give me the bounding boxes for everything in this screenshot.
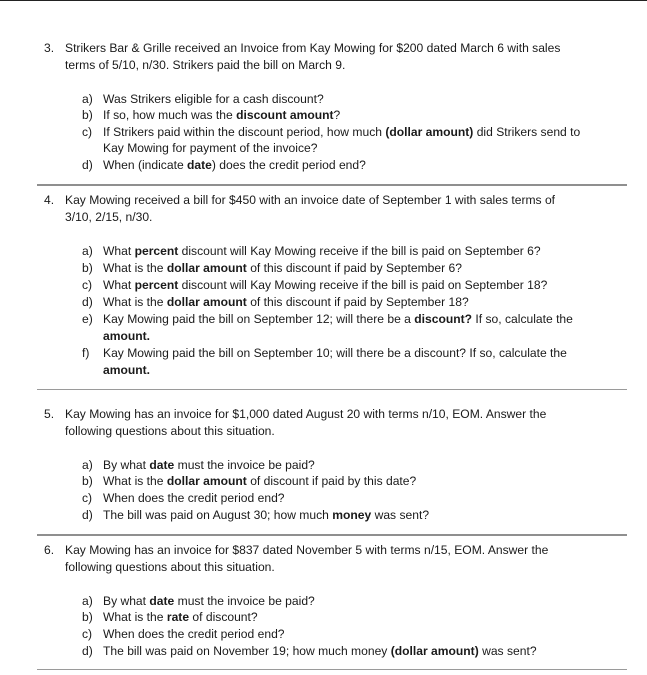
question-number: 5. [44, 407, 55, 421]
question-stem-line: Kay Mowing has an invoice for $1,000 dated August 20 with terms n/10, EOM. Answer the [65, 407, 547, 421]
section-divider [37, 669, 627, 670]
question-stem-line: Strikers Bar & Grille received an Invoice from Kay Mowing for $200 dated March 6 with sales [65, 41, 561, 55]
question-stem-line: following questions about this situation. [65, 424, 275, 438]
section-divider [37, 534, 627, 536]
question-number: 4. [44, 193, 55, 207]
question-stem-line: Kay Mowing has an invoice for $837 dated November 5 with terms n/15, EOM. Answer the [65, 543, 549, 557]
section-divider [37, 389, 627, 390]
question-stem-line: following questions about this situation. [65, 560, 275, 574]
question-stem-line: 3/10, 2/15, n/30. [65, 210, 153, 224]
question-number: 6. [44, 543, 55, 557]
question-number: 3. [44, 41, 55, 55]
question-stem-line: terms of 5/10, n/30. Strikers paid the bill on March 9. [65, 58, 346, 72]
top-rule [0, 0, 647, 1]
section-divider [37, 184, 627, 186]
question-stem-line: Kay Mowing received a bill for $450 with an invoice date of September 1 with sales terms of [65, 193, 556, 207]
